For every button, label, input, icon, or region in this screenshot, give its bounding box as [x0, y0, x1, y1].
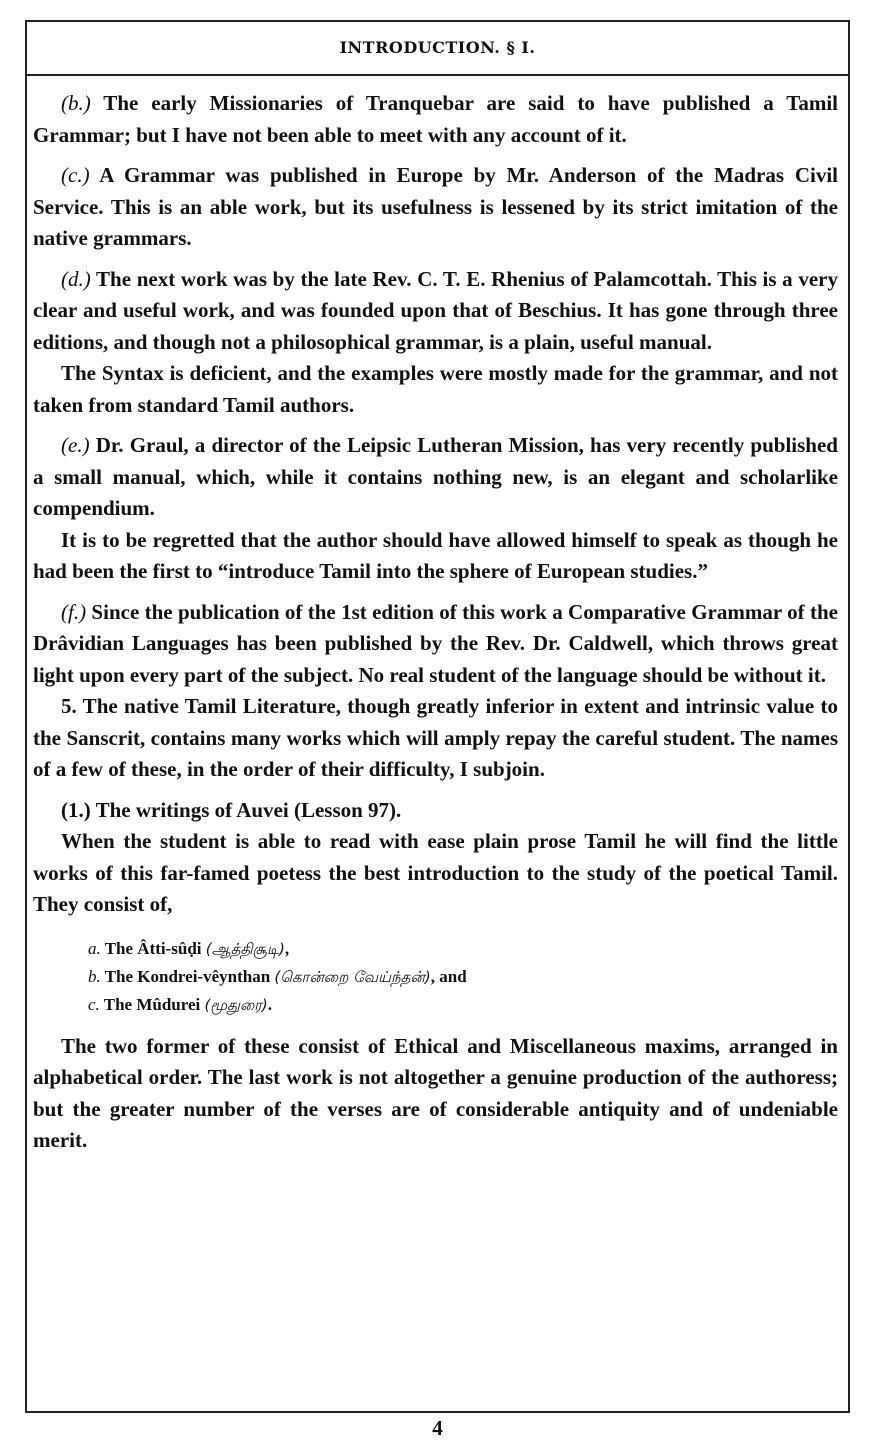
paragraph-label: (b.) [61, 91, 91, 115]
paragraph-text: A Grammar was published in Europe by Mr. Anderson of the Madras Civil Service. This is an able work, but its usefulness is lessened by its strict imitation of the native grammars. [33, 163, 838, 250]
list-item [33, 935, 838, 963]
paragraph-label: (e.) [61, 433, 90, 457]
running-header: INTRODUCTION. § I. [339, 38, 536, 57]
paragraph-syntax [33, 358, 838, 421]
paragraph-student [33, 826, 838, 921]
paragraph-text: 5. The native Tamil Literature, though greatly inferior in extent and intrinsic value to the Sanscrit, contains many works which will amply repay the careful student. The names of a few of these, in the order of their difficulty, I subjoin. [33, 694, 838, 781]
paragraph-text: Dr. Graul, a director of the Leipsic Lutheran Mission, has very recently published a small manual, which, while it contains nothing new, is an elegant and scholarlike compendium. [33, 433, 838, 520]
page-number: 4 [432, 1416, 443, 1440]
paragraph-f [33, 597, 838, 692]
paragraph-text: The early Missionaries of Tranquebar are said to have published a Tamil Grammar; but I have not been able to meet with any account of it. [33, 91, 838, 147]
list-item [33, 963, 838, 991]
paragraph-d [33, 264, 838, 359]
paragraph-label: (d.) [61, 266, 91, 291]
list-suffix: , [284, 938, 290, 958]
list-marker: a. [88, 938, 101, 958]
paragraph-text: When the student is able to read with ease plain prose Tamil he will find the little works of this far-famed poetess the best introduction to the study of the poetical Tamil. They consist of, [33, 829, 838, 916]
work-tamil: (மூதுரை) [204, 995, 268, 1014]
work-tamil: (கொன்றை வேய்ந்தன்) [274, 967, 431, 986]
paragraph-e [33, 430, 838, 525]
paragraph-text: It is to be regretted that the author should have allowed himself to speak as though he had been the first to “introduce Tamil into the sphere of European studies.” [33, 527, 838, 583]
footer-rule [25, 1411, 850, 1413]
work-tamil: (ஆத்திசூடி) [205, 939, 285, 958]
paragraph-text: The next work was by the late Rev. C. T. E. Rhenius of Palamcottah. This is a very clear and useful work, and was founded upon that of Beschius. It has gone through three editions, and though not a philosophical grammar, is a plain, useful manual. [33, 266, 838, 354]
paragraph-label: (c.) [61, 163, 90, 187]
paragraph-text: (1.) The writings of Auvei (Lesson 97). [61, 797, 402, 822]
header-rule [25, 74, 850, 76]
paragraph-regret [33, 525, 838, 588]
list-suffix: . [267, 994, 273, 1014]
list-marker: c. [88, 994, 100, 1014]
paragraph-c [33, 160, 838, 255]
paragraph-text: The Syntax is deficient, and the examples were mostly made for the grammar, and not taken from standard Tamil authors. [33, 361, 838, 417]
works-list [33, 935, 838, 1019]
work-name: The Kondrei-vêynthan [104, 966, 271, 986]
paragraph-5 [33, 691, 838, 786]
work-name: The Mûdurei [103, 994, 201, 1014]
list-marker: b. [88, 966, 101, 986]
paragraph-text: The two former of these consist of Ethical and Miscellaneous maxims, arranged in alphabetical order. The last work is not altogether a genuine production of the authoress; but the greater number of the verses are of considerable antiquity and of undeniable merit. [33, 1033, 838, 1152]
list-item [33, 991, 838, 1019]
paragraph-label: (f.) [61, 599, 87, 624]
list-suffix: , and [430, 966, 467, 986]
paragraph-b [33, 88, 838, 151]
page-body [33, 88, 838, 1157]
paragraph-auvei [33, 795, 838, 827]
paragraph-closing [33, 1031, 838, 1157]
work-name: The Âtti-sûḍi [104, 938, 202, 958]
paragraph-text: Since the publication of the 1st edition of this work a Comparative Grammar of the Drâvidian Languages has been published by the Rev. Dr. Caldwell, which throws great light upon every part of the subject. No real student of the language should be without it. [33, 599, 838, 687]
